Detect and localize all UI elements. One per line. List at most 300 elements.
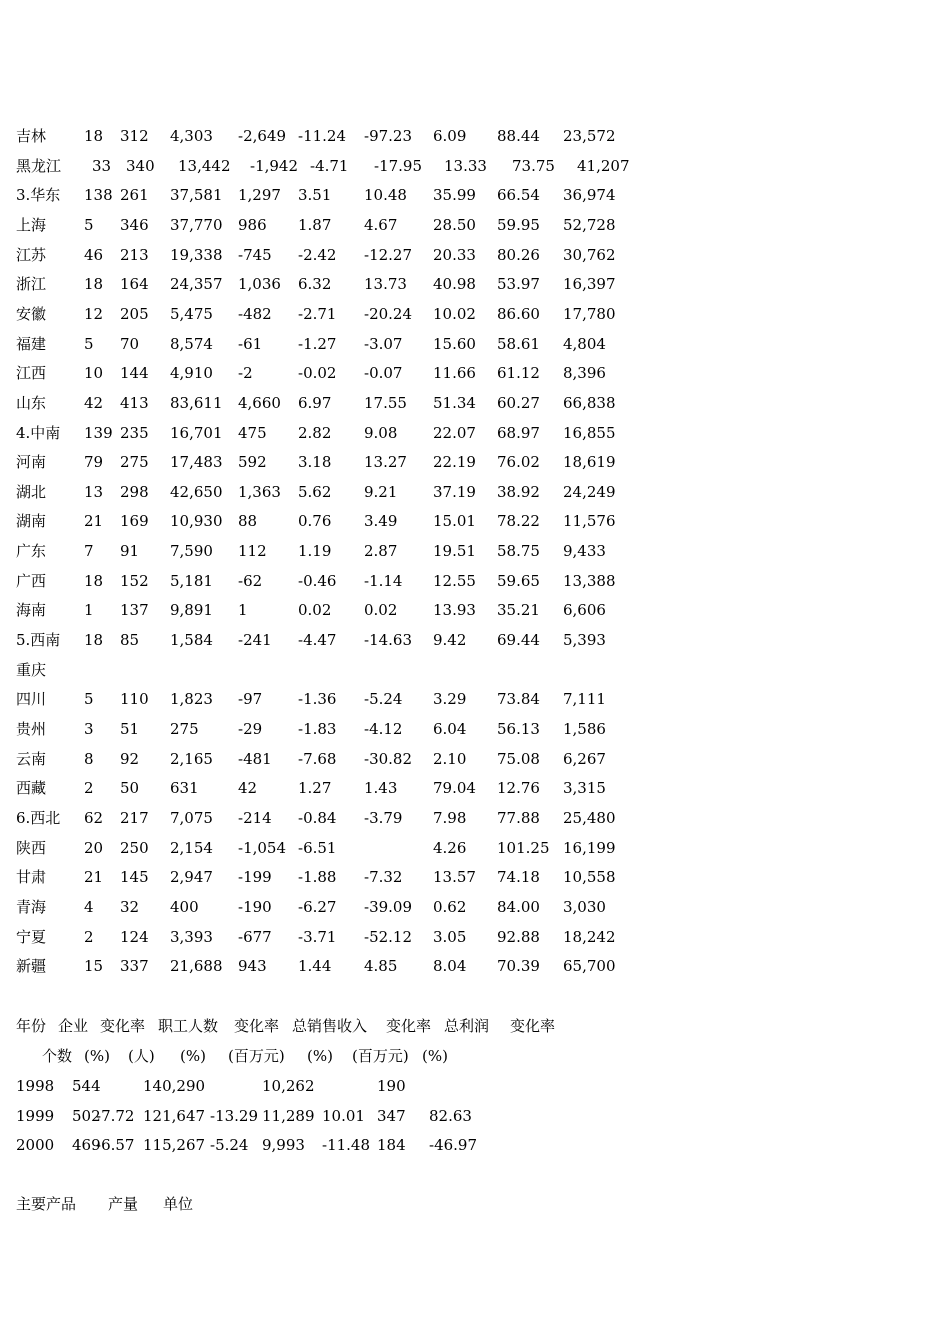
- year-cell: -5.24: [210, 1136, 249, 1155]
- region-cell: 4,303: [170, 127, 213, 145]
- year-cell: 10.01: [322, 1106, 365, 1125]
- header-cell: 总销售收入: [292, 1017, 368, 1035]
- region-cell: 340: [126, 157, 155, 175]
- region-cell: 21: [84, 512, 104, 530]
- region-cell: 1.44: [298, 957, 332, 975]
- year-cell: 11,289: [262, 1106, 315, 1125]
- header-cell: 个数: [42, 1047, 73, 1065]
- region-cell: 0.76: [298, 512, 332, 530]
- region-name: 安徽: [16, 305, 47, 323]
- region-cell: 7.98: [433, 809, 467, 827]
- region-cell: 32: [120, 898, 140, 916]
- region-cell: 275: [170, 720, 199, 738]
- region-cell: 15.60: [433, 335, 476, 353]
- region-cell: 346: [120, 216, 149, 234]
- region-cell: 1.87: [298, 216, 332, 234]
- region-cell: -20.24: [364, 305, 413, 323]
- region-cell: 7,111: [563, 690, 606, 708]
- region-cell: 4,660: [238, 394, 281, 412]
- region-cell: 73.75: [512, 157, 555, 175]
- region-cell: 124: [120, 928, 149, 946]
- region-cell: 69.44: [497, 631, 540, 649]
- year-cell: 82.63: [429, 1106, 472, 1125]
- year-cell: 190: [377, 1077, 406, 1095]
- region-cell: 21: [84, 868, 104, 886]
- header-cell: 变化率: [386, 1017, 432, 1035]
- region-cell: 51: [120, 720, 140, 738]
- region-cell: 2.10: [433, 750, 467, 768]
- region-cell: -7.32: [364, 868, 403, 886]
- region-cell: 88.44: [497, 127, 540, 145]
- region-cell: 42: [84, 394, 104, 412]
- region-cell: 91: [120, 542, 140, 560]
- region-cell: 58.75: [497, 542, 540, 560]
- region-cell: 33: [92, 157, 112, 175]
- region-cell: 205: [120, 305, 149, 323]
- region-cell: -61: [238, 335, 263, 353]
- header-cell: 职工人数: [158, 1017, 219, 1035]
- region-name: 6.西北: [16, 809, 61, 827]
- year-cell: 544: [72, 1077, 101, 1095]
- region-cell: 110: [120, 690, 149, 708]
- region-cell: 2.82: [298, 424, 332, 442]
- region-cell: -1,054: [238, 839, 287, 857]
- region-cell: 19.51: [433, 542, 476, 560]
- region-cell: -97: [238, 690, 263, 708]
- region-cell: 7,590: [170, 542, 213, 560]
- region-cell: 20: [84, 839, 104, 857]
- region-cell: 37,770: [170, 216, 223, 234]
- year-cell: 1998: [16, 1077, 55, 1095]
- region-cell: 3: [84, 720, 94, 738]
- region-cell: 1.43: [364, 779, 398, 797]
- region-cell: 18: [84, 572, 104, 590]
- year-cell: 2000: [16, 1136, 55, 1155]
- region-cell: 70: [120, 335, 140, 353]
- region-name: 吉林: [16, 127, 47, 145]
- region-cell: 9.21: [364, 483, 398, 501]
- region-cell: 631: [170, 779, 199, 797]
- region-cell: -3.79: [364, 809, 403, 827]
- region-cell: 10,930: [170, 512, 223, 530]
- region-cell: 6,267: [563, 750, 606, 768]
- region-cell: 84.00: [497, 898, 540, 916]
- products-header-cell: 产量: [108, 1195, 139, 1213]
- region-cell: -214: [238, 809, 272, 827]
- header-cell: (百万元): [228, 1047, 285, 1065]
- region-cell: 400: [170, 898, 199, 916]
- region-cell: 10.48: [364, 186, 407, 204]
- region-cell: -0.84: [298, 809, 337, 827]
- region-cell: 1.27: [298, 779, 332, 797]
- region-cell: 137: [120, 601, 149, 619]
- region-cell: 6.04: [433, 720, 467, 738]
- region-cell: 138: [84, 186, 113, 204]
- region-cell: 88: [238, 512, 258, 530]
- header-cell: (%): [84, 1047, 110, 1065]
- region-cell: 1,823: [170, 690, 213, 708]
- region-cell: -482: [238, 305, 272, 323]
- region-cell: 77.88: [497, 809, 540, 827]
- region-cell: 5,475: [170, 305, 213, 323]
- region-name: 河南: [16, 453, 47, 471]
- products-header-cell: 主要产品: [16, 1195, 77, 1213]
- region-cell: 986: [238, 216, 267, 234]
- region-cell: 8.04: [433, 957, 467, 975]
- region-cell: 592: [238, 453, 267, 471]
- year-cell: -46.97: [429, 1136, 478, 1155]
- region-cell: 22.19: [433, 453, 476, 471]
- region-cell: 23,572: [563, 127, 616, 145]
- region-cell: 9,433: [563, 542, 606, 560]
- region-cell: 16,855: [563, 424, 616, 442]
- region-cell: 1,586: [563, 720, 606, 738]
- region-cell: 35.21: [497, 601, 540, 619]
- region-cell: -0.02: [298, 364, 337, 382]
- region-cell: 275: [120, 453, 149, 471]
- region-cell: 79.04: [433, 779, 476, 797]
- region-cell: -52.12: [364, 928, 413, 946]
- region-cell: 19,338: [170, 246, 223, 264]
- region-name: 4.中南: [16, 424, 61, 442]
- region-cell: 80.26: [497, 246, 540, 264]
- region-cell: 59.65: [497, 572, 540, 590]
- region-cell: 2: [84, 779, 94, 797]
- year-cell: -13.29: [210, 1106, 259, 1125]
- region-cell: 217: [120, 809, 149, 827]
- region-cell: 17,483: [170, 453, 223, 471]
- region-cell: 13.33: [444, 157, 487, 175]
- header-cell: 总利润: [444, 1017, 490, 1035]
- year-cell: 184: [377, 1136, 406, 1155]
- region-cell: -2: [238, 364, 253, 382]
- region-cell: 13,442: [178, 157, 231, 175]
- region-cell: 37,581: [170, 186, 223, 204]
- region-cell: 9.42: [433, 631, 467, 649]
- header-cell: (人): [128, 1047, 155, 1065]
- region-cell: 4,910: [170, 364, 213, 382]
- region-cell: 24,249: [563, 483, 616, 501]
- region-cell: 10,558: [563, 868, 616, 886]
- region-cell: 101.25: [497, 839, 550, 857]
- region-cell: -4.12: [364, 720, 403, 738]
- region-name: 广东: [16, 542, 47, 560]
- region-cell: 4.26: [433, 839, 467, 857]
- header-cell: 变化率: [100, 1017, 146, 1035]
- region-name: 浙江: [16, 275, 47, 293]
- region-name: 四川: [16, 690, 47, 708]
- region-cell: 413: [120, 394, 149, 412]
- region-cell: 3,030: [563, 898, 606, 916]
- region-cell: 5,393: [563, 631, 606, 649]
- header-cell: (百万元): [352, 1047, 409, 1065]
- region-cell: 1: [238, 601, 248, 619]
- region-cell: 1,363: [238, 483, 281, 501]
- header-cell: (%): [307, 1047, 333, 1065]
- region-cell: -7.68: [298, 750, 337, 768]
- region-cell: -5.24: [364, 690, 403, 708]
- region-cell: 169: [120, 512, 149, 530]
- region-cell: 13: [84, 483, 104, 501]
- region-cell: 16,397: [563, 275, 616, 293]
- region-cell: 18: [84, 127, 104, 145]
- region-cell: 2,165: [170, 750, 213, 768]
- region-cell: -30.82: [364, 750, 413, 768]
- region-cell: 8,574: [170, 335, 213, 353]
- region-cell: 66.54: [497, 186, 540, 204]
- region-name: 5.西南: [16, 631, 61, 649]
- region-cell: 2,154: [170, 839, 213, 857]
- region-cell: 12.55: [433, 572, 476, 590]
- region-cell: 6.32: [298, 275, 332, 293]
- year-cell: -11.48: [322, 1136, 371, 1155]
- region-cell: 2,947: [170, 868, 213, 886]
- region-cell: 3,393: [170, 928, 213, 946]
- region-cell: 12.76: [497, 779, 540, 797]
- region-cell: 17,780: [563, 305, 616, 323]
- region-cell: 2: [84, 928, 94, 946]
- year-cell: -6.57: [96, 1136, 135, 1155]
- region-cell: 30,762: [563, 246, 616, 264]
- region-name: 西藏: [16, 779, 47, 797]
- region-name: 重庆: [16, 661, 47, 679]
- region-name: 广西: [16, 572, 47, 590]
- region-cell: 152: [120, 572, 149, 590]
- region-cell: 298: [120, 483, 149, 501]
- region-cell: 0.02: [364, 601, 398, 619]
- region-name: 湖北: [16, 483, 47, 501]
- region-cell: 3.51: [298, 186, 332, 204]
- region-cell: -2.71: [298, 305, 337, 323]
- header-cell: 变化率: [234, 1017, 280, 1035]
- region-cell: 7,075: [170, 809, 213, 827]
- region-cell: 36,974: [563, 186, 616, 204]
- region-cell: 86.60: [497, 305, 540, 323]
- region-cell: 2.87: [364, 542, 398, 560]
- region-cell: 40.98: [433, 275, 476, 293]
- region-cell: 8,396: [563, 364, 606, 382]
- region-cell: 312: [120, 127, 149, 145]
- region-cell: 10.02: [433, 305, 476, 323]
- region-cell: -3.71: [298, 928, 337, 946]
- region-cell: 65,700: [563, 957, 616, 975]
- region-cell: 20.33: [433, 246, 476, 264]
- header-cell: 年份: [16, 1017, 47, 1035]
- region-cell: 42: [238, 779, 258, 797]
- region-cell: -12.27: [364, 246, 413, 264]
- region-cell: 250: [120, 839, 149, 857]
- year-cell: -7.72: [96, 1106, 135, 1125]
- region-cell: 6,606: [563, 601, 606, 619]
- region-cell: 213: [120, 246, 149, 264]
- region-cell: -4.47: [298, 631, 337, 649]
- region-cell: 51.34: [433, 394, 476, 412]
- region-name: 甘肃: [16, 868, 47, 886]
- region-name: 海南: [16, 601, 47, 619]
- region-name: 陕西: [16, 839, 47, 857]
- region-cell: 85: [120, 631, 140, 649]
- region-cell: 15.01: [433, 512, 476, 530]
- region-cell: 5,181: [170, 572, 213, 590]
- region-cell: 11.66: [433, 364, 476, 382]
- region-cell: 164: [120, 275, 149, 293]
- header-cell: (%): [180, 1047, 206, 1065]
- region-cell: 24,357: [170, 275, 223, 293]
- region-cell: -62: [238, 572, 263, 590]
- region-cell: 235: [120, 424, 149, 442]
- region-cell: 1,584: [170, 631, 213, 649]
- region-name: 福建: [16, 335, 47, 353]
- region-cell: 28.50: [433, 216, 476, 234]
- region-cell: 3.05: [433, 928, 467, 946]
- region-cell: 68.97: [497, 424, 540, 442]
- region-cell: -2,649: [238, 127, 287, 145]
- region-cell: 16,701: [170, 424, 223, 442]
- region-cell: 943: [238, 957, 267, 975]
- region-cell: 1,036: [238, 275, 281, 293]
- region-cell: 4,804: [563, 335, 606, 353]
- region-cell: -3.07: [364, 335, 403, 353]
- region-cell: 9.08: [364, 424, 398, 442]
- region-cell: -2.42: [298, 246, 337, 264]
- region-name: 江西: [16, 364, 47, 382]
- region-cell: -745: [238, 246, 272, 264]
- year-cell: 115,267: [143, 1136, 206, 1155]
- region-cell: 337: [120, 957, 149, 975]
- year-cell: 1999: [16, 1106, 55, 1125]
- region-cell: 261: [120, 186, 149, 204]
- region-cell: 10: [84, 364, 104, 382]
- year-cell: 502: [72, 1106, 101, 1125]
- region-cell: 6.09: [433, 127, 467, 145]
- region-cell: 66,838: [563, 394, 616, 412]
- region-cell: 13,388: [563, 572, 616, 590]
- region-cell: -1,942: [250, 157, 299, 175]
- region-cell: -97.23: [364, 127, 413, 145]
- region-cell: 13.73: [364, 275, 407, 293]
- region-cell: 50: [120, 779, 140, 797]
- region-cell: 5.62: [298, 483, 332, 501]
- region-cell: 16,199: [563, 839, 616, 857]
- region-name: 云南: [16, 750, 47, 768]
- region-cell: 5: [84, 335, 94, 353]
- region-cell: -17.95: [374, 157, 423, 175]
- region-cell: -11.24: [298, 127, 347, 145]
- region-name: 湖南: [16, 512, 47, 530]
- region-cell: -0.46: [298, 572, 337, 590]
- region-cell: 60.27: [497, 394, 540, 412]
- region-name: 新疆: [16, 957, 47, 975]
- region-cell: -1.88: [298, 868, 337, 886]
- region-cell: 78.22: [497, 512, 540, 530]
- region-cell: 53.97: [497, 275, 540, 293]
- region-cell: 5: [84, 216, 94, 234]
- header-cell: 企业: [58, 1017, 89, 1035]
- region-cell: 59.95: [497, 216, 540, 234]
- region-cell: 475: [238, 424, 267, 442]
- year-cell: 347: [377, 1106, 406, 1125]
- region-cell: -1.27: [298, 335, 337, 353]
- year-cell: 121,647: [143, 1106, 206, 1125]
- region-cell: -39.09: [364, 898, 413, 916]
- region-cell: 11,576: [563, 512, 616, 530]
- region-cell: -199: [238, 868, 272, 886]
- products-header-cell: 单位: [163, 1195, 194, 1213]
- region-name: 黑龙江: [16, 157, 62, 175]
- region-cell: 18: [84, 631, 104, 649]
- region-cell: 61.12: [497, 364, 540, 382]
- region-cell: 13.27: [364, 453, 407, 471]
- region-cell: 3,315: [563, 779, 606, 797]
- region-cell: -481: [238, 750, 272, 768]
- region-cell: 83,611: [170, 394, 223, 412]
- region-cell: 4: [84, 898, 94, 916]
- region-cell: -29: [238, 720, 263, 738]
- region-cell: 92: [120, 750, 140, 768]
- region-cell: 18,619: [563, 453, 616, 471]
- region-cell: 3.29: [433, 690, 467, 708]
- region-cell: -1.36: [298, 690, 337, 708]
- region-cell: -1.83: [298, 720, 337, 738]
- region-cell: 38.92: [497, 483, 540, 501]
- region-cell: 92.88: [497, 928, 540, 946]
- header-cell: 变化率: [510, 1017, 556, 1035]
- region-cell: 52,728: [563, 216, 616, 234]
- region-cell: 145: [120, 868, 149, 886]
- region-cell: 0.02: [298, 601, 332, 619]
- region-cell: 56.13: [497, 720, 540, 738]
- region-cell: 1: [84, 601, 94, 619]
- region-cell: 75.08: [497, 750, 540, 768]
- region-cell: 22.07: [433, 424, 476, 442]
- region-cell: -6.27: [298, 898, 337, 916]
- region-name: 贵州: [16, 720, 47, 738]
- year-cell: 140,290: [143, 1077, 206, 1095]
- region-cell: 37.19: [433, 483, 476, 501]
- region-cell: -677: [238, 928, 272, 946]
- region-cell: 1.19: [298, 542, 332, 560]
- year-cell: 9,993: [262, 1136, 305, 1155]
- region-cell: 42,650: [170, 483, 223, 501]
- region-cell: -190: [238, 898, 272, 916]
- region-cell: 7: [84, 542, 94, 560]
- region-name: 江苏: [16, 246, 47, 264]
- region-cell: 139: [84, 424, 113, 442]
- region-cell: 3.18: [298, 453, 332, 471]
- region-cell: 74.18: [497, 868, 540, 886]
- region-cell: 5: [84, 690, 94, 708]
- region-cell: 76.02: [497, 453, 540, 471]
- region-cell: -14.63: [364, 631, 413, 649]
- region-cell: -0.07: [364, 364, 403, 382]
- region-cell: 144: [120, 364, 149, 382]
- region-cell: 73.84: [497, 690, 540, 708]
- region-cell: 35.99: [433, 186, 476, 204]
- region-cell: 21,688: [170, 957, 223, 975]
- region-cell: 15: [84, 957, 104, 975]
- region-cell: 112: [238, 542, 267, 560]
- region-cell: 41,207: [577, 157, 630, 175]
- region-cell: 8: [84, 750, 94, 768]
- region-cell: 4.85: [364, 957, 398, 975]
- region-cell: 13.93: [433, 601, 476, 619]
- year-cell: 10,262: [262, 1077, 315, 1095]
- region-cell: -4.71: [310, 157, 349, 175]
- region-cell: 12: [84, 305, 104, 323]
- region-cell: 70.39: [497, 957, 540, 975]
- region-cell: 9,891: [170, 601, 213, 619]
- region-name: 宁夏: [16, 928, 47, 946]
